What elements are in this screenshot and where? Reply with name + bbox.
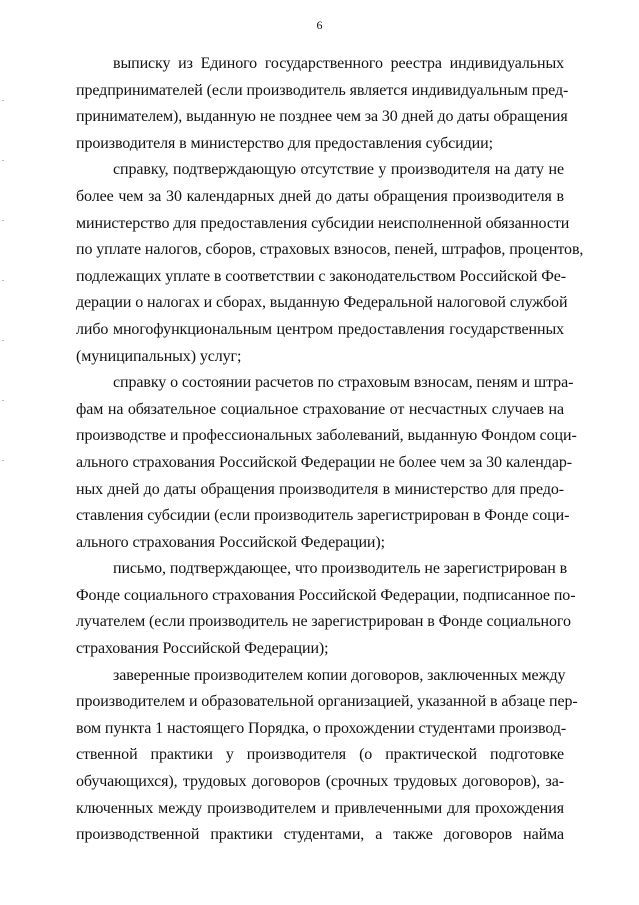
text-line: фам на обязательное социальное страхование от несчастных случаев на bbox=[76, 400, 564, 418]
text-line: ального страхования Российской Федерации не более чем за 30 календар- bbox=[76, 453, 572, 471]
text-line: страхования Российской Федерации); bbox=[76, 640, 329, 658]
text-line: предпринимателей (если производитель является индивидуальным пред- bbox=[76, 81, 569, 99]
text-line: либо многофункциональным центром предоставления государственных bbox=[76, 320, 564, 338]
text-line: по уплате налогов, сборов, страховых взносов, пеней, штрафов, процентов, bbox=[76, 241, 584, 259]
text-line: ального страхования Российской Федерации); bbox=[76, 533, 385, 551]
text-line: ставления субсидии (если производитель зарегистрирован в Фонде соци- bbox=[76, 507, 570, 525]
text-line: производстве и профессиональных заболеваний, выданную Фондом соци- bbox=[76, 427, 577, 445]
text-line: письмо, подтверждающее, что производитель не зарегистрирован в bbox=[113, 560, 568, 578]
page-number: 6 bbox=[316, 18, 323, 32]
scan-margin-marks bbox=[2, 100, 5, 500]
text-line: ственной практики у производителя (о практической подготовке bbox=[76, 746, 564, 764]
text-line: производителем и образовательной организацией, указанной в абзаце пер- bbox=[76, 693, 578, 711]
text-line: подлежащих уплате в соответствии с законодательством Российской Фе- bbox=[76, 267, 567, 285]
paragraph-egrip-extract bbox=[76, 51, 569, 157]
text-line: ных дней до даты обращения производителя в министерство для предо- bbox=[76, 480, 564, 498]
text-line: производителя в министерство для предоставления субсидии; bbox=[76, 134, 493, 152]
text-line: более чем за 30 календарных дней до даты обращения производителя в bbox=[76, 187, 564, 205]
text-line: принимателем), выданную не позднее чем за 30 дней до даты обращения bbox=[76, 108, 568, 126]
text-line: Фонде социального страхования Российской Федерации, подписанное по- bbox=[76, 586, 576, 604]
document-body bbox=[76, 51, 584, 849]
text-line: производственной практики студентами, а также договоров найма bbox=[76, 826, 564, 844]
text-line: заверенные производителем копии договоров, заключенных между bbox=[113, 666, 566, 684]
paragraph-insurance-certificate bbox=[76, 370, 577, 556]
text-line: ключенных между производителем и привлеченными для прохождения bbox=[76, 799, 564, 817]
text-line: справку о состоянии расчетов по страховым взносам, пеням и штра- bbox=[113, 374, 574, 392]
text-line: (муниципальных) услуг; bbox=[76, 347, 242, 365]
text-line: дерации о налогах и сборах, выданную Федеральной налоговой службой bbox=[76, 294, 568, 312]
paragraph-not-registered-letter bbox=[76, 556, 576, 662]
text-line: министерство для предоставления субсидии неисполненной обязанности bbox=[76, 214, 570, 232]
text-line: лучателем (если производитель не зарегистрирован в Фонде социального bbox=[76, 613, 571, 631]
paragraph-tax-certificate bbox=[76, 157, 584, 370]
text-line: вом пункта 1 настоящего Порядка, о прохождении студентами производ- bbox=[76, 719, 567, 737]
text-line: справку, подтверждающую отсутствие у производителя на дату не bbox=[113, 161, 564, 179]
paragraph-contract-copies bbox=[76, 663, 578, 849]
text-line: выписку из Единого государственного реестра индивидуальных bbox=[113, 55, 564, 72]
text-line: обучающихся), трудовых договоров (срочных трудовых договоров), за- bbox=[76, 773, 564, 791]
